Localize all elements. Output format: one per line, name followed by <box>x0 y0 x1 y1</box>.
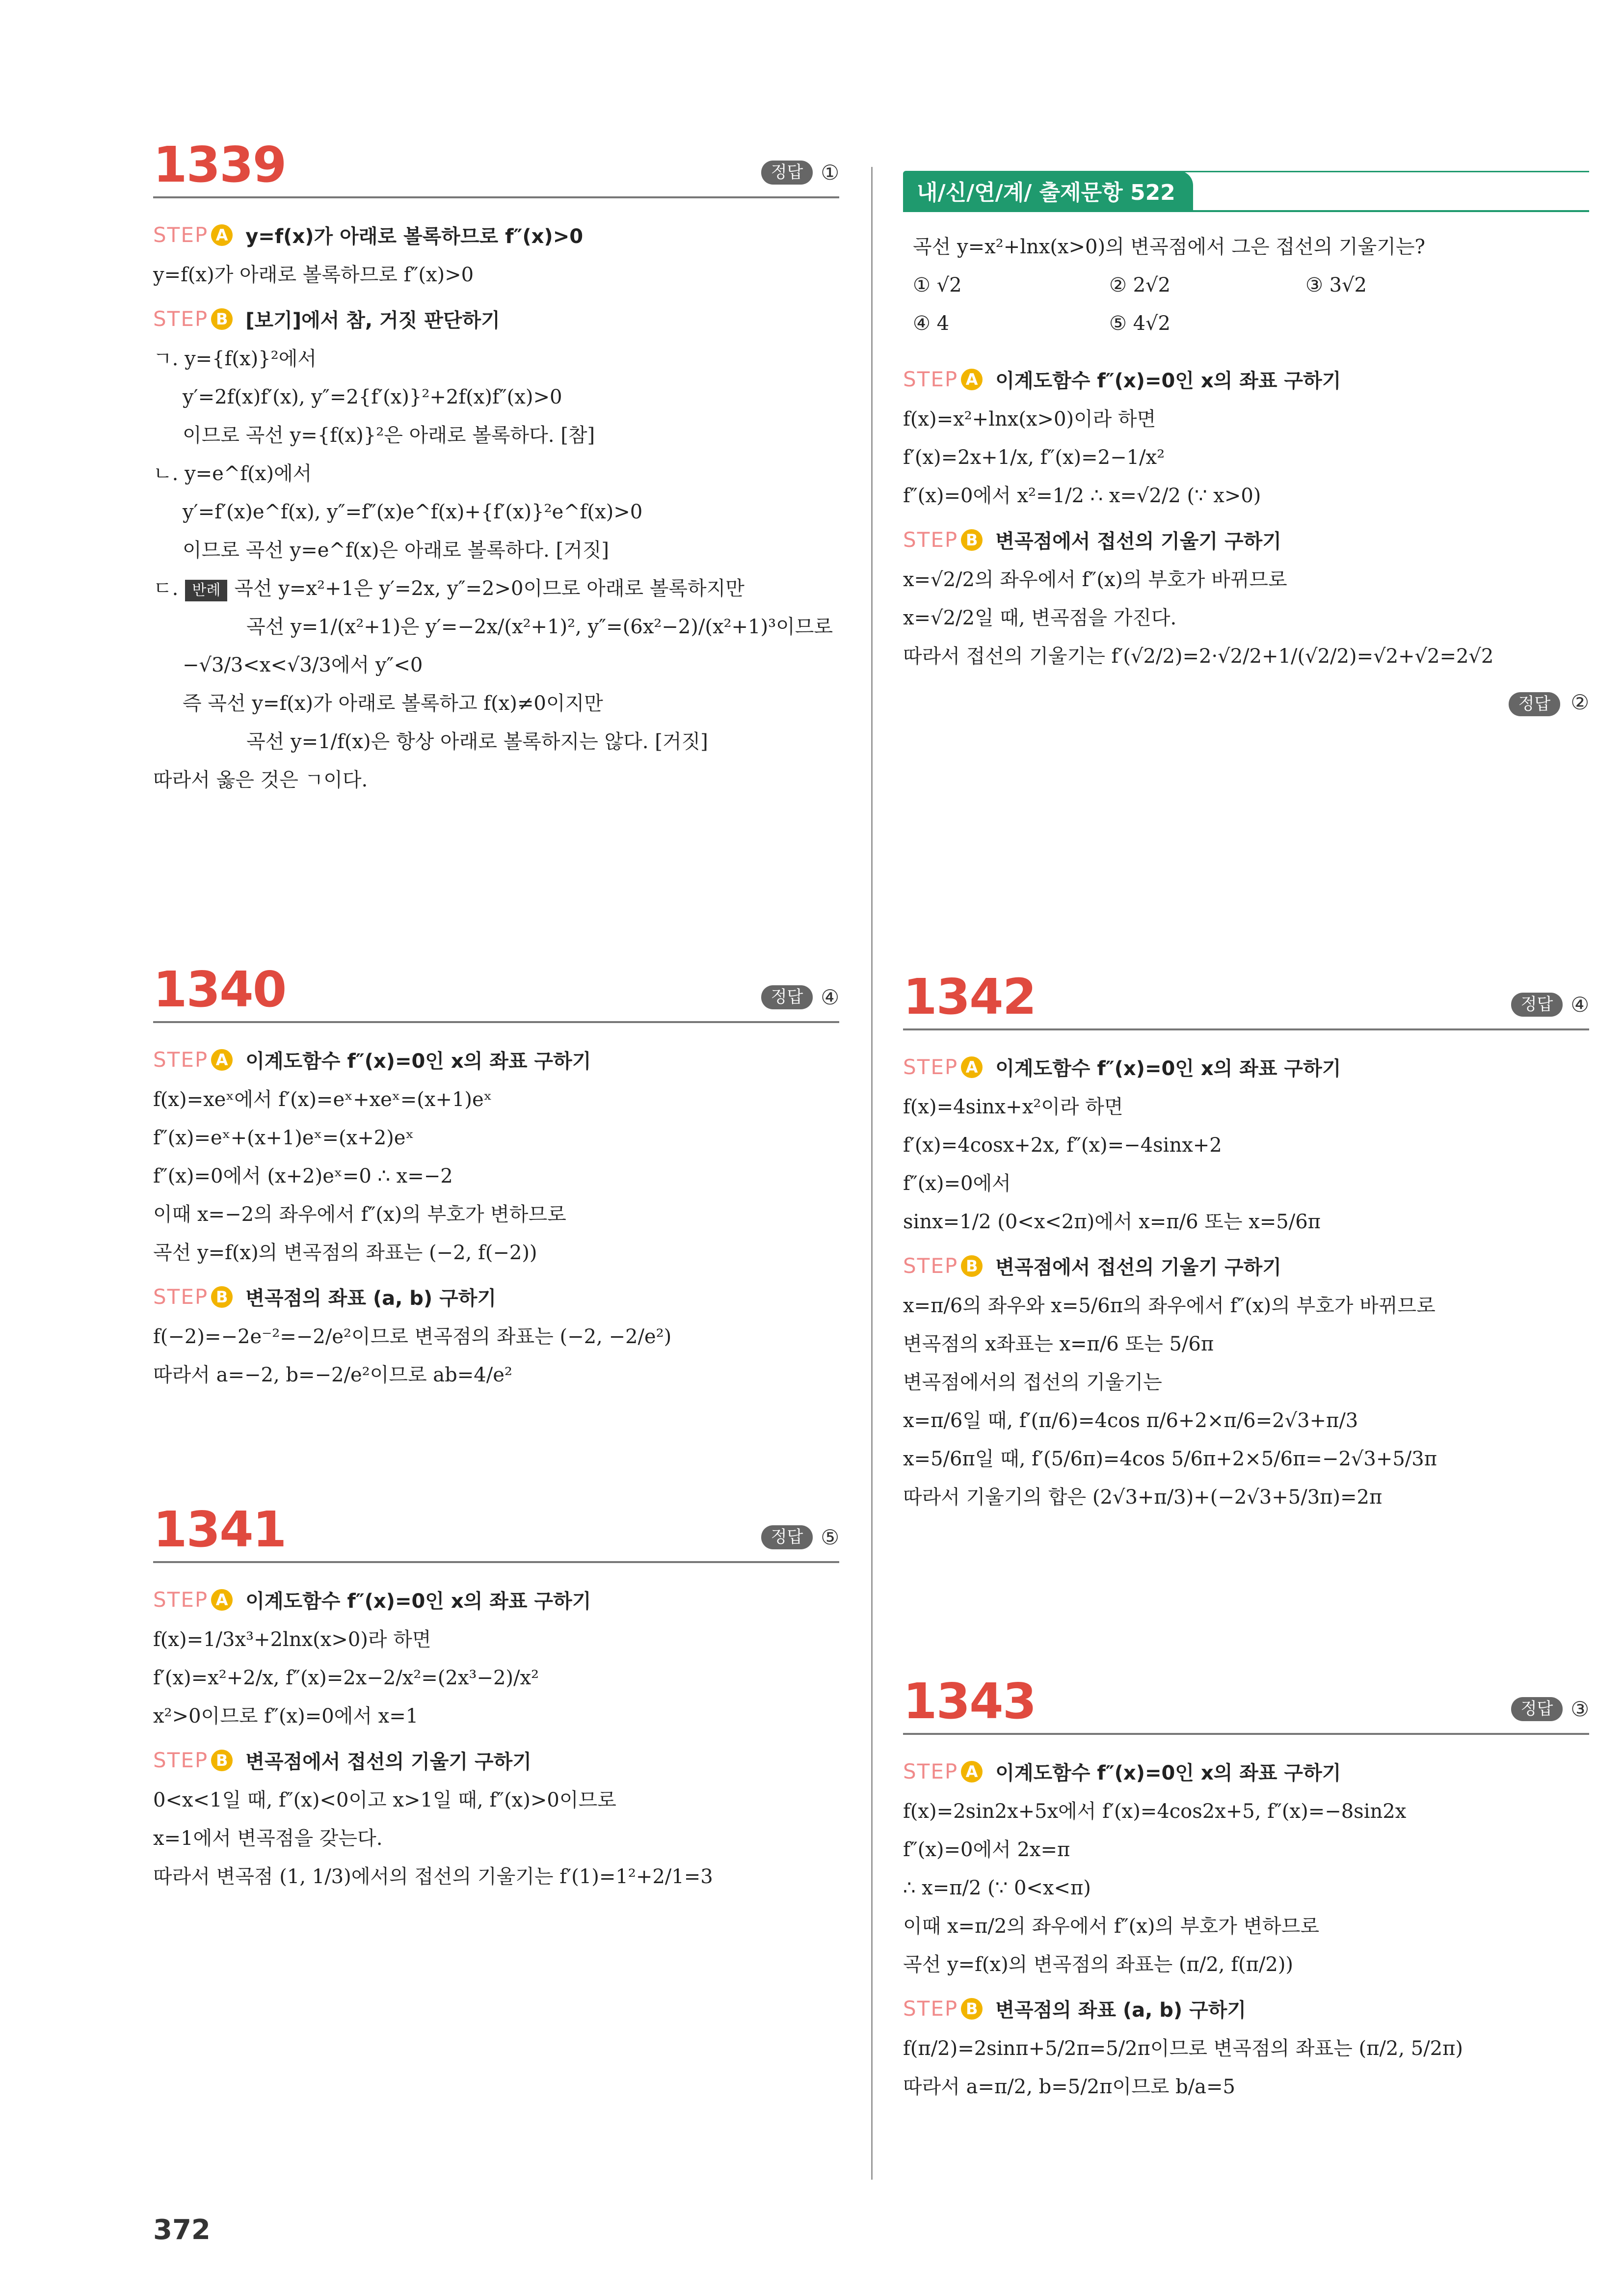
step-title: 변곡점에서 접선의 기울기 구하기 <box>245 1751 532 1773</box>
solution-line: f″(x)=0에서 x²=1/2 ∴ x=√2/2 (∵ x>0) <box>903 485 1261 507</box>
answer <box>761 161 839 185</box>
choices <box>903 266 1589 343</box>
solution-line: 변곡점에서의 접선의 기울기는 <box>903 1371 1162 1394</box>
solution-line: f′(x)=x²+2/x, f″(x)=2x−2/x²=(2x³−2)/x² <box>153 1667 539 1689</box>
step-label: STEP <box>153 223 209 247</box>
answer-badge: 정답 <box>1511 993 1563 1017</box>
solution-line: f(x)=4sinx+x²이라 하면 <box>903 1096 1123 1118</box>
choice-5: ⑤ 4√2 <box>1109 312 1171 335</box>
counterexample-tag: 반례 <box>185 580 227 601</box>
solution-line: −√3/3<x<√3/3에서 y″<0 <box>183 654 423 676</box>
step-letter: A <box>211 1589 233 1611</box>
solution-line: 곡선 y=f(x)의 변곡점의 좌표는 (π/2, f(π/2)) <box>903 1953 1294 1976</box>
step-b <box>903 1995 1589 2023</box>
solution-line: ㄱ. y={f(x)}²에서 <box>153 348 317 370</box>
solution-line: 이때 x=π/2의 좌우에서 f″(x)의 부호가 변하므로 <box>903 1915 1319 1938</box>
problem-1339 <box>153 137 839 799</box>
solution-line: x=1에서 변곡점을 갖는다. <box>153 1827 383 1850</box>
problem-number: 1340 <box>153 961 286 1018</box>
solution-text: 곡선 y=x²+1은 y′=2x, y″=2>0이므로 아래로 볼록하지만 <box>234 577 745 600</box>
answer <box>1511 993 1589 1017</box>
solution-line: x=π/6일 때, f′(π/6)=4cos π/6+2×π/6=2√3+π/3 <box>903 1409 1358 1432</box>
step-letter: B <box>961 1998 983 2020</box>
step-title: 이계도함수 f″(x)=0인 x의 좌표 구하기 <box>245 1050 591 1073</box>
solution-line: x=√2/2일 때, 변곡점을 가진다. <box>903 607 1177 629</box>
answer-badge: 정답 <box>761 985 813 1009</box>
answer-badge: 정답 <box>1509 692 1561 716</box>
step-label: STEP <box>903 1997 958 2021</box>
solution-line: 변곡점의 x좌표는 x=π/6 또는 5/6π <box>903 1333 1214 1355</box>
related-problem-header <box>903 162 1589 216</box>
problem-header <box>153 137 839 198</box>
problem-header <box>153 1502 839 1563</box>
related-problem-tab: 내/신/연/계/ 출제문항 522 <box>903 171 1193 210</box>
answer-choice: ③ <box>1570 1697 1589 1721</box>
solution <box>903 1030 1589 1516</box>
solution-line: 즉 곡선 y=f(x)가 아래로 볼록하고 f(x)≠0이지만 <box>183 692 603 715</box>
step-title: 이계도함수 f″(x)=0인 x의 좌표 구하기 <box>995 1057 1341 1080</box>
related-problem-522 <box>903 162 1589 716</box>
step-letter: B <box>211 1750 233 1771</box>
choice-1: ① √2 <box>913 274 962 297</box>
step-letter: B <box>961 1255 983 1277</box>
choice-4: ④ 4 <box>913 312 950 335</box>
step-b <box>153 1283 839 1311</box>
question-text: 곡선 y=x²+lnx(x>0)의 변곡점에서 그은 접선의 기울기는? <box>913 236 1425 258</box>
page-number: 372 <box>153 2214 211 2246</box>
answer-choice: ① <box>821 161 839 185</box>
step-b <box>153 1746 839 1774</box>
step-letter: A <box>211 1049 233 1071</box>
solution <box>153 1563 839 1896</box>
step-title: 변곡점에서 접선의 기울기 구하기 <box>995 1256 1281 1279</box>
step-label: STEP <box>903 1759 958 1783</box>
step-a <box>903 1757 1589 1785</box>
step-letter: A <box>211 224 233 246</box>
solution-line: f(x)=2sin2x+5x에서 f′(x)=4cos2x+5, f″(x)=−8sin2x <box>903 1800 1407 1823</box>
answer-choice: ② <box>1570 690 1589 714</box>
solution <box>153 1023 839 1394</box>
question-block <box>903 216 1589 716</box>
solution-line: y′=2f(x)f′(x), y″=2{f′(x)}²+2f(x)f″(x)>0 <box>183 386 562 408</box>
solution-line: f(−2)=−2e⁻²=−2/e²이므로 변곡점의 좌표는 (−2, −2/e²) <box>153 1325 672 1348</box>
solution-line: 따라서 기울기의 합은 (2√3+π/3)+(−2√3+5/3π)=2π <box>903 1486 1383 1509</box>
answer-choice: ④ <box>821 985 839 1009</box>
problem-1340 <box>153 962 839 1394</box>
step-label: STEP <box>903 528 958 552</box>
step-label: STEP <box>903 1254 958 1278</box>
step-title: y=f(x)가 아래로 볼록하므로 f″(x)>0 <box>245 225 584 248</box>
solution <box>153 198 839 799</box>
solution-line: x=5/6π일 때, f′(5/6π)=4cos 5/6π+2×5/6π=−2√3+5/3π <box>903 1448 1437 1470</box>
problem-header <box>903 970 1589 1030</box>
solution-line: x=π/6의 좌우와 x=5/6π의 좌우에서 f″(x)의 부호가 바뀌므로 <box>903 1295 1436 1317</box>
step-label: STEP <box>153 1748 209 1772</box>
step-title: 이계도함수 f″(x)=0인 x의 좌표 구하기 <box>995 1762 1341 1784</box>
solution-line: f″(x)=0에서 <box>903 1172 1011 1195</box>
solution-line: f(x)=x²+lnx(x>0)이라 하면 <box>903 408 1156 431</box>
step-title: 변곡점의 좌표 (a, b) 구하기 <box>245 1287 497 1310</box>
step-letter: A <box>961 1056 983 1078</box>
answer-badge: 정답 <box>761 161 813 185</box>
solution-line: 따라서 a=π/2, b=5/2π이므로 b/a=5 <box>903 2076 1235 2098</box>
step-letter: B <box>211 1286 233 1308</box>
solution-line: x=√2/2의 좌우에서 f″(x)의 부호가 바뀌므로 <box>903 568 1287 591</box>
answer-choice: ⑤ <box>821 1525 839 1549</box>
solution-line: ∴ x=π/2 (∵ 0<x<π) <box>903 1877 1091 1899</box>
problem-number: 1341 <box>153 1501 286 1558</box>
solution-line: f″(x)=eˣ+(x+1)eˣ=(x+2)eˣ <box>153 1127 414 1149</box>
step-title: 변곡점에서 접선의 기울기 구하기 <box>995 530 1281 553</box>
item-marker: ㄷ. <box>153 577 179 600</box>
solution-line: f″(x)=0에서 (x+2)eˣ=0 ∴ x=−2 <box>153 1165 453 1188</box>
solution-line: y=f(x)가 아래로 볼록하므로 f″(x)>0 <box>153 264 474 286</box>
step-a <box>153 221 839 249</box>
problem-1341 <box>153 1502 839 1896</box>
answer-badge: 정답 <box>1511 1697 1563 1721</box>
solution-line: 이므로 곡선 y=e^f(x)은 아래로 볼록하다. [거짓] <box>183 539 609 562</box>
step-label: STEP <box>903 367 958 391</box>
solution-line: f″(x)=0에서 2x=π <box>903 1838 1070 1861</box>
step-letter: B <box>961 529 983 551</box>
answer <box>761 1525 839 1549</box>
step-a <box>903 1053 1589 1081</box>
answer <box>903 690 1589 716</box>
step-a <box>153 1586 839 1614</box>
solution-line: 이므로 곡선 y={f(x)}²은 아래로 볼록하다. [참] <box>183 424 595 447</box>
solution-line: sinx=1/2 (0<x<2π)에서 x=π/6 또는 x=5/6π <box>903 1211 1321 1233</box>
solution-line: ㄴ. y=e^f(x)에서 <box>153 462 312 485</box>
solution-line <box>153 569 839 608</box>
solution-line: f(x)=1/3x³+2lnx(x>0)라 하면 <box>153 1628 431 1651</box>
step-label: STEP <box>903 1055 958 1079</box>
column-divider <box>871 167 873 2180</box>
problem-header <box>903 1674 1589 1735</box>
answer <box>1511 1697 1589 1721</box>
solution <box>903 1735 1589 2106</box>
header-rule <box>1178 171 1589 172</box>
step-letter: B <box>211 308 233 330</box>
answer <box>761 985 839 1009</box>
step-title: 이계도함수 f″(x)=0인 x의 좌표 구하기 <box>995 370 1341 392</box>
problem-number: 1342 <box>903 968 1036 1026</box>
solution-line: f′(x)=4cosx+2x, f″(x)=−4sinx+2 <box>903 1134 1222 1157</box>
step-label: STEP <box>153 1588 209 1612</box>
step-letter: A <box>961 369 983 390</box>
solution-line: x²>0이므로 f″(x)=0에서 x=1 <box>153 1705 419 1728</box>
step-b <box>153 305 839 333</box>
solution-line: 이때 x=−2의 좌우에서 f″(x)의 부호가 변하므로 <box>153 1203 566 1226</box>
solution-line: 따라서 접선의 기울기는 f′(√2/2)=2·√2/2+1/(√2/2)=√2+√2=2√2 <box>903 645 1494 668</box>
problem-1342 <box>903 970 1589 1516</box>
solution-line: 0<x<1일 때, f″(x)<0이고 x>1일 때, f″(x)>0이므로 <box>153 1789 616 1811</box>
solution-line: y′=f′(x)e^f(x), y″=f″(x)e^f(x)+{f′(x)}²e^f(x)>0 <box>183 501 643 523</box>
solution-line: f′(x)=2x+1/x, f″(x)=2−1/x² <box>903 446 1165 469</box>
step-letter: A <box>961 1761 983 1783</box>
problem-1343 <box>903 1674 1589 2106</box>
problem-number: 1339 <box>153 136 286 193</box>
header-rule <box>903 210 1589 212</box>
problem-header <box>153 962 839 1023</box>
solution-line: 따라서 옳은 것은 ㄱ이다. <box>153 769 368 791</box>
step-a <box>153 1046 839 1074</box>
solution-line: f(x)=xeˣ에서 f′(x)=eˣ+xeˣ=(x+1)eˣ <box>153 1088 492 1111</box>
step-title: [보기]에서 참, 거짓 판단하기 <box>245 309 500 332</box>
solution-line: f(π/2)=2sinπ+5/2π=5/2π이므로 변곡점의 좌표는 (π/2, 5/2π) <box>903 2037 1463 2060</box>
problem-number: 1343 <box>903 1673 1036 1730</box>
solution-line: 곡선 y=f(x)의 변곡점의 좌표는 (−2, f(−2)) <box>153 1242 537 1264</box>
solution-line: 따라서 a=−2, b=−2/e²이므로 ab=4/e² <box>153 1364 512 1386</box>
step-title: 이계도함수 f″(x)=0인 x의 좌표 구하기 <box>245 1590 591 1613</box>
step-label: STEP <box>153 1048 209 1072</box>
answer-badge: 정답 <box>761 1525 813 1549</box>
solution-line: 곡선 y=1/(x²+1)은 y′=−2x/(x²+1)², y″=(6x²−2)/(x²+1)³이므로 <box>246 616 833 638</box>
step-label: STEP <box>153 307 209 331</box>
step-b <box>903 526 1589 554</box>
solution-line: 따라서 변곡점 (1, 1/3)에서의 접선의 기울기는 f′(1)=1²+2/1=3 <box>153 1865 713 1888</box>
step-a <box>903 365 1589 393</box>
step-title: 변곡점의 좌표 (a, b) 구하기 <box>995 1999 1247 2022</box>
choice-2: ② 2√2 <box>1109 274 1171 297</box>
step-label: STEP <box>153 1285 209 1309</box>
answer-choice: ④ <box>1570 993 1589 1017</box>
solution-line: 곡선 y=1/f(x)은 항상 아래로 볼록하지는 않다. [거짓] <box>246 730 708 753</box>
choice-3: ③ 3√2 <box>1305 274 1367 297</box>
step-b <box>903 1252 1589 1280</box>
